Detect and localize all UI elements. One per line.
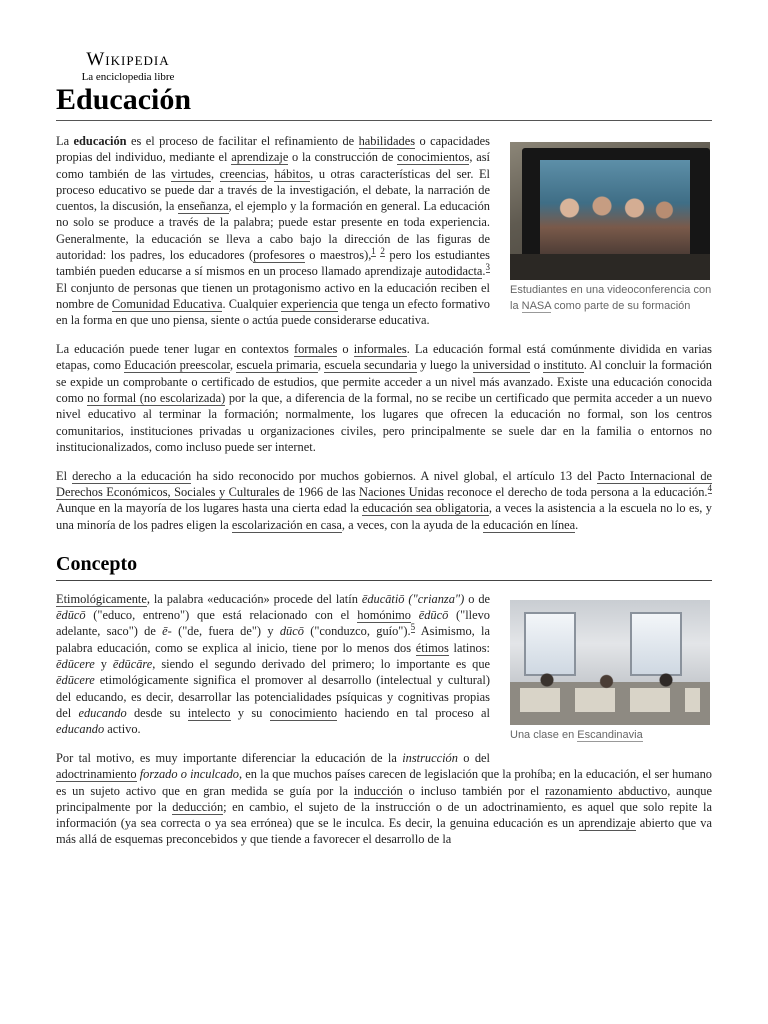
text: que tenga un efecto formativo en la forma en que uno piensa, siente o actúa puede considerarse educativa. bbox=[56, 296, 490, 328]
page-title: Educación bbox=[56, 83, 192, 116]
link-razonamiento-abductivo[interactable]: razonamiento abductivo bbox=[545, 783, 668, 798]
text: , bbox=[318, 358, 325, 373]
text: o bbox=[337, 342, 354, 357]
link-comunidad-educativa[interactable]: Comunidad Educativa bbox=[111, 296, 223, 311]
link-formales[interactable]: formales bbox=[293, 342, 338, 357]
link-deduccion[interactable]: deducción bbox=[172, 799, 224, 814]
logo-wordmark: Wikipedia bbox=[86, 49, 170, 70]
text: o la construcción de bbox=[288, 150, 398, 165]
logo-tagline: La enciclopedia libre bbox=[81, 71, 175, 83]
text: , u otras características del ser. El proceso educativo se puede dar a través de la investigación, el debate, la narración de cuentos, la discusión, la bbox=[56, 166, 490, 214]
concepto-paragraph-2 bbox=[56, 750, 712, 848]
text: ; en cambio, el sujeto de la instrucción o de un adoctrinamiento, es aquel que solo repite la información (ya sea correcta o ya sea errónea) que se le inculca. Es decir, la genuina educación es un bbox=[56, 799, 712, 831]
link-escolarizacion-casa[interactable]: escolarización en casa bbox=[231, 517, 342, 532]
text: activo. bbox=[104, 722, 141, 737]
text: , a veces la asistencia a la escuela no lo es, y una minoría de los padres eligen la bbox=[56, 501, 712, 532]
link-educacion-preescolar[interactable]: Educación preescolar bbox=[124, 358, 231, 373]
text: desde su bbox=[126, 705, 188, 720]
text: Asimismo, la palabra educación, como se explica al inicio, tiene por lo menos dos bbox=[56, 624, 490, 655]
link-derecho-educacion[interactable]: derecho a la educación bbox=[72, 468, 192, 483]
text: El bbox=[56, 468, 73, 483]
link-ensenanza[interactable]: enseñanza bbox=[177, 199, 229, 214]
link-virtudes[interactable]: virtudes bbox=[171, 166, 211, 181]
text: etimológicamente significa el promover al desarrollo (intelectual y cultural) del educando, es decir, desarrollar las potencialidades psíquicas y cognitivas propias del bbox=[56, 673, 490, 720]
link-conocimiento[interactable]: conocimiento bbox=[269, 705, 338, 720]
text: , la palabra «educación» procede del latín bbox=[146, 591, 362, 606]
link-experiencia[interactable]: experiencia bbox=[280, 296, 338, 311]
reference-3[interactable]: 3 bbox=[485, 262, 490, 273]
link-habitos[interactable]: hábitos bbox=[274, 166, 311, 181]
link-escuela-primaria[interactable]: escuela primaria bbox=[236, 358, 319, 373]
figure-caption bbox=[510, 727, 712, 743]
link-universidad[interactable]: universidad bbox=[472, 358, 531, 373]
figure-caption bbox=[510, 282, 712, 314]
link-educacion-obligatoria[interactable]: educación sea obligatoria bbox=[362, 501, 489, 516]
italic-term: ēdūcere bbox=[56, 657, 95, 672]
italic-term: ēducātiō ("crianza") bbox=[361, 591, 465, 606]
italic-term: ē- bbox=[162, 624, 172, 639]
students-on-screen bbox=[550, 192, 680, 232]
text: Aunque en la mayoría de los lugares hasta una cierta edad la bbox=[56, 501, 363, 516]
link-induccion[interactable]: inducción bbox=[353, 783, 403, 798]
text: , así como también de las bbox=[56, 150, 490, 181]
figure-classroom[interactable] bbox=[510, 600, 712, 743]
text: ("educo, entreno") que está relacionado con el bbox=[85, 608, 358, 623]
link-aprendizaje[interactable]: aprendizaje bbox=[231, 150, 289, 165]
italic-term: educando bbox=[78, 705, 127, 720]
link-etimos[interactable]: étimos bbox=[415, 640, 449, 655]
text: , bbox=[211, 166, 220, 181]
link-adoctrinamiento[interactable]: adoctrinamiento bbox=[56, 767, 137, 782]
students-shape bbox=[530, 666, 700, 694]
text: o de bbox=[464, 591, 491, 606]
link-profesores[interactable]: profesores bbox=[253, 248, 305, 263]
text: pero los estudiantes también pueden educarse a sí mismos en un proceso llamado aprendizaje bbox=[56, 248, 490, 279]
text: , a veces, con la ayuda de la bbox=[341, 517, 483, 532]
link-naciones-unidas[interactable]: Naciones Unidas bbox=[359, 484, 444, 499]
desk-shape bbox=[510, 254, 710, 280]
section-heading-concepto: Concepto bbox=[56, 551, 712, 581]
caption-text: Una clase en bbox=[510, 728, 578, 741]
text: . Al concluir la formación se expide un comprobante o certificado de estudios, que permite acceder a un nivel más avanzado. Existe una educación conocida como bbox=[56, 358, 712, 405]
link-intelecto[interactable]: intelecto bbox=[187, 705, 231, 720]
link-creencias[interactable]: creencias bbox=[219, 166, 266, 181]
italic-term: ēdūcō bbox=[56, 608, 86, 623]
text: por la que, a diferencia de la formal, no se recibe un certificado que permita acceder a un nuevo nivel educativo al terminar la formación; normalmente, los lugares que ofrecen la educación no formal, son los centros comunitarios, instituciones privadas u organizaciones civiles, pero principalmente se suele dar en la familia o entornos no institucionalizados, como incluso puede ser internet. bbox=[56, 390, 712, 454]
wikipedia-logo[interactable] bbox=[72, 50, 184, 84]
link-informales[interactable]: informales bbox=[353, 342, 407, 357]
bold-term: educación bbox=[73, 134, 127, 148]
text: o capacidades propias del individuo, mediante el bbox=[56, 134, 490, 165]
italic-term: forzado o inculcado bbox=[139, 767, 239, 782]
text: o bbox=[530, 358, 544, 373]
text: . bbox=[482, 264, 486, 279]
text: La educación puede tener lugar en contextos bbox=[56, 342, 294, 357]
intro-paragraph-3 bbox=[56, 468, 712, 533]
text: . Cualquier bbox=[222, 296, 281, 311]
reference-5[interactable]: 5 bbox=[410, 622, 416, 633]
text: , el ejemplo y la formación en general. La educación no solo se produce a través de la palabra; puede estar presente en toda experiencia. Generalmente, la educación se lleva a cabo bajo la dirección de las figuras de autoridad: los padres, los educadores ( bbox=[56, 199, 490, 263]
link-instituto[interactable]: instituto bbox=[543, 358, 584, 373]
text: La bbox=[56, 134, 74, 148]
text: latinos: bbox=[448, 640, 490, 655]
text: El conjunto de personas que tienen un protagonismo activo en la educación reciben el nombre de bbox=[56, 280, 490, 311]
text: y bbox=[94, 657, 113, 672]
text: o maestros), bbox=[304, 248, 372, 263]
text: es el proceso de facilitar el refinamiento de bbox=[126, 134, 359, 148]
italic-term: ēdūcere bbox=[56, 673, 95, 688]
italic-term: instrucción bbox=[402, 751, 458, 765]
article-body bbox=[56, 133, 712, 860]
text: . bbox=[575, 517, 579, 532]
link-aprendizaje-2[interactable]: aprendizaje bbox=[578, 816, 636, 831]
italic-term: ēdūcō bbox=[418, 608, 449, 623]
text: haciendo en tal proceso al bbox=[337, 705, 490, 720]
reference-4[interactable]: 4 bbox=[707, 482, 712, 493]
figure-videoconference[interactable] bbox=[510, 142, 712, 314]
link-etimologicamente[interactable]: Etimológicamente bbox=[56, 591, 147, 606]
italic-term: educando bbox=[56, 722, 105, 737]
text: Por tal motivo, es muy importante diferenciar la educación de la bbox=[56, 751, 403, 765]
link-pacto-internacional[interactable]: Pacto Internacional de Derechos Económicos, Sociales y Culturales bbox=[56, 468, 713, 499]
text: . La educación formal está comúnmente dividida en varias etapas, como bbox=[56, 342, 712, 373]
text: , aunque principalmente por la bbox=[56, 783, 712, 814]
text: ("llevo adelante, saco") de bbox=[56, 608, 490, 639]
text: reconoce el derecho de toda persona a la educación. bbox=[443, 484, 708, 499]
text: , en la que muchos países carecen de legislación que la prohíba; en la educación, el ser humano es un sujeto activo que en gran medida se guía por la bbox=[56, 767, 712, 798]
link-no-formal[interactable]: no formal (no escolarizada) bbox=[87, 390, 226, 405]
reference-2[interactable]: 2 bbox=[380, 245, 385, 256]
text: , siendo el segundo derivado del primero; lo importante es que bbox=[152, 657, 491, 672]
text: ("conduzco, guío"). bbox=[303, 624, 411, 639]
caption-link-nasa[interactable]: NASA bbox=[521, 300, 551, 312]
link-autodidacta[interactable]: autodidacta bbox=[425, 264, 483, 279]
videoconference-image[interactable] bbox=[510, 142, 710, 280]
text: y luego la bbox=[417, 358, 473, 373]
classroom-image[interactable] bbox=[510, 600, 710, 725]
link-homonimo[interactable]: homónimo bbox=[357, 608, 411, 623]
intro-paragraph-2 bbox=[56, 341, 712, 455]
link-escuela-secundaria[interactable]: escuela secundaria bbox=[324, 358, 418, 373]
italic-term: ēdūcāre bbox=[112, 657, 153, 672]
text: o incluso también por el bbox=[402, 783, 546, 798]
link-habilidades[interactable]: habilidades bbox=[358, 134, 416, 148]
text: o del bbox=[457, 751, 490, 765]
caption-link-escandinavia[interactable]: Escandinavia bbox=[577, 728, 643, 741]
text: abierto que va más allá de esquemas preconcebidos y que tiende a favorecer el desarrollo de la bbox=[56, 816, 712, 847]
reference-1[interactable]: 1 bbox=[371, 245, 376, 256]
caption-text: como parte de su formación bbox=[550, 300, 691, 312]
text: , bbox=[265, 166, 275, 181]
link-educacion-en-linea[interactable]: educación en línea bbox=[482, 517, 576, 532]
text: y su bbox=[230, 705, 270, 720]
caption-text: Estudiantes en una videoconferencia con la bbox=[510, 284, 712, 312]
text: ("de, fuera de") y bbox=[171, 624, 280, 639]
text: ha sido reconocido por muchos gobiernos. A nivel global, el artículo 13 del bbox=[191, 468, 598, 483]
text: , bbox=[230, 358, 237, 373]
title-divider bbox=[56, 120, 712, 121]
italic-term: dūcō bbox=[279, 624, 304, 639]
text: de 1966 de las bbox=[279, 484, 360, 499]
link-conocimientos[interactable]: conocimientos bbox=[397, 150, 470, 165]
text bbox=[411, 608, 419, 622]
